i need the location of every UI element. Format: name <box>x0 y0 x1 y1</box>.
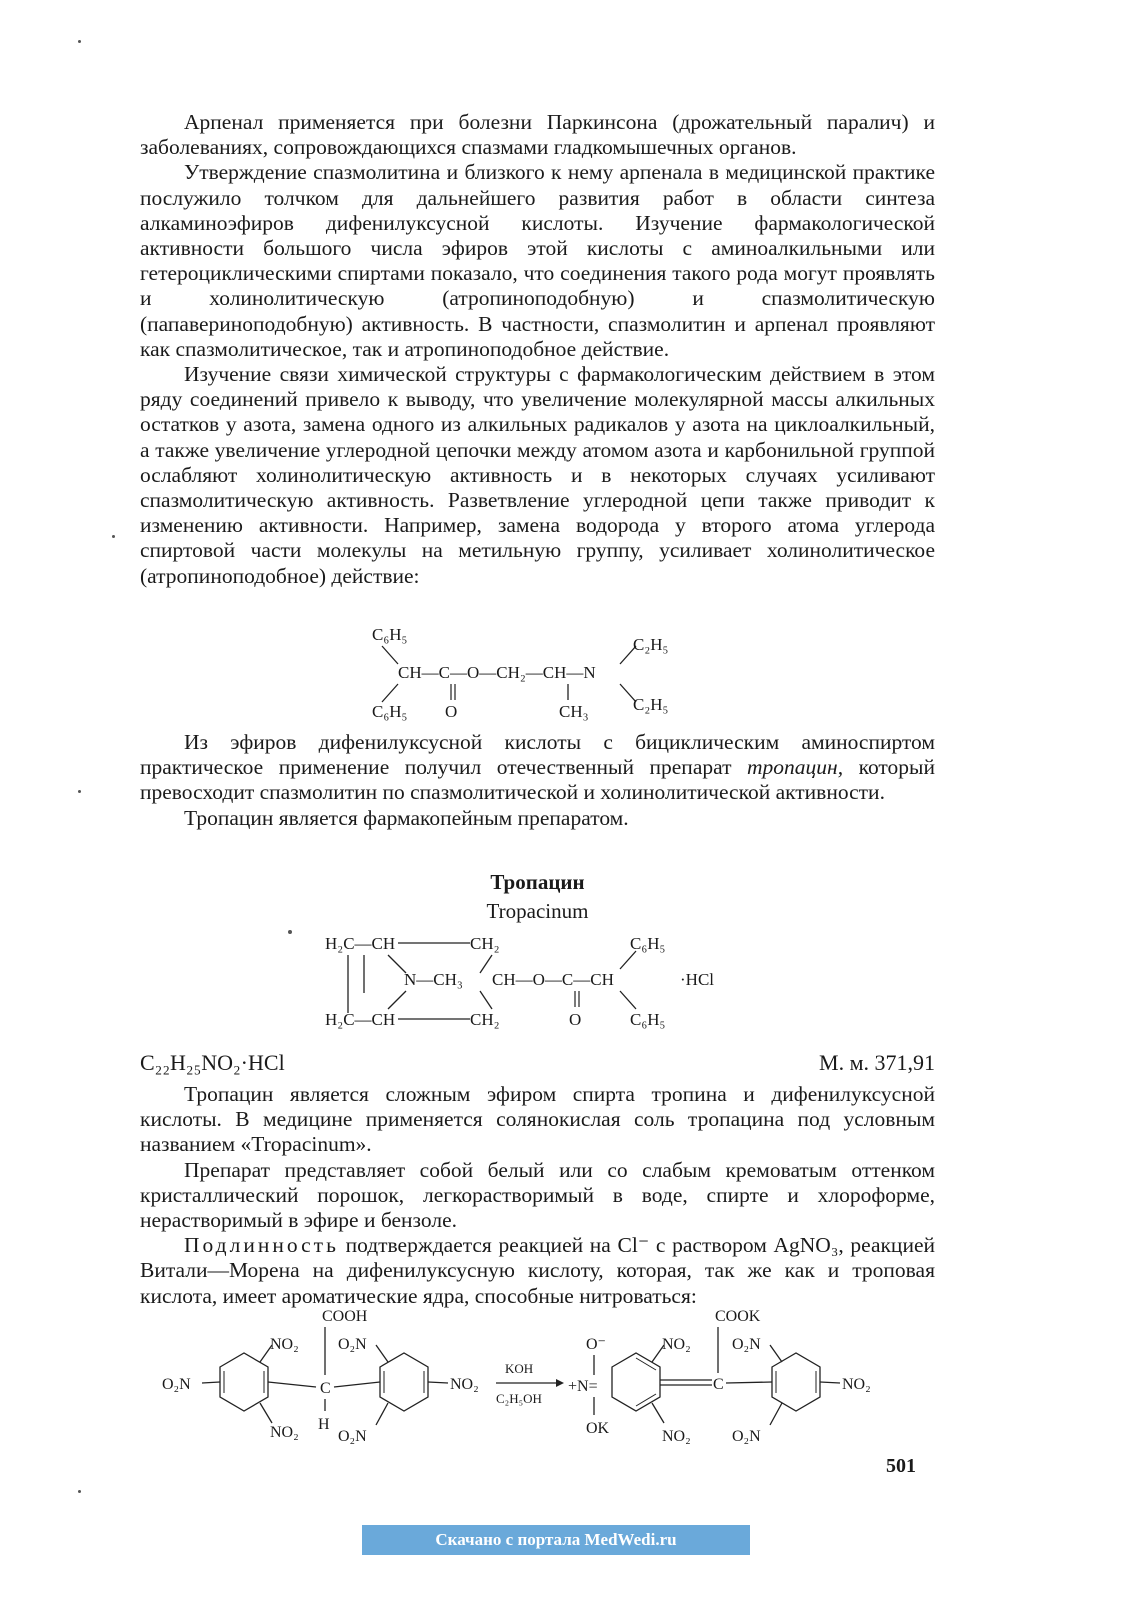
tropacin-text <box>140 730 935 831</box>
formula2-ch-o-c-ch: CH—O—C—CH <box>492 970 614 989</box>
paragraph-properties: Препарат представляет собой белый или со слабым кремоватым оттенком кристаллический порошок, легкорастворимый в воде, спирте и хлороформе, нерастворимый в эфире и бензоле. <box>140 1157 935 1233</box>
reaction-no2-3: NO₂ <box>450 1376 479 1393</box>
reaction-o2n-4: O₂N <box>732 1428 761 1445</box>
scan-speck <box>112 535 115 538</box>
paragraph-arpenal: Арпенал применяется при болезни Паркинсона (дрожательный паралич) и заболеваниях, сопровождающихся спазмами гладкомышечных органов. <box>140 110 935 160</box>
paragraph-spasmolitin: Утверждение спазмолитина и близкого к нему арпенала в медицинской практике послужило толчком для дальнейшего развития работ в области синтеза алкаминоэфиров дифенилуксусной кислоты. Изучение фармакологической активности большого числа эфиров этой кислоты с аминоалкильными или гетероциклическими спиртами показало, что соединения такого рода могут проявлять и холинолитическую (атропиноподобную) и спазмолитическую (папавериноподобную) активность. В частности, спазмолитин и арпенал проявляют как спазмолитическое, так и атропиноподобное действие. <box>140 160 935 361</box>
formula1-c6h5-top: C₆H₅ <box>372 625 408 644</box>
formula1-c2h5-top: C₂H₅ <box>633 635 669 654</box>
formula1-oxygen: O <box>445 702 458 721</box>
scan-speck <box>288 930 292 934</box>
reaction-reagent-koh: KOH <box>505 1361 534 1376</box>
page-number: 501 <box>886 1455 916 1477</box>
formula1-ch3: CH₃ <box>559 702 589 721</box>
reaction-left-c: C <box>320 1380 331 1397</box>
formula2-ch2-bottom: CH₂ <box>470 1010 500 1029</box>
reaction-reagent-ethanol: C₂H₅OH <box>496 1391 542 1406</box>
reaction-no2-1: NO₂ <box>270 1336 299 1353</box>
reaction-o2n-2: O₂N <box>338 1428 367 1445</box>
formula1-c2h5-bottom: C₂H₅ <box>633 695 669 714</box>
reaction-cook: COOK <box>715 1308 761 1325</box>
formula-1 <box>330 620 710 730</box>
formula1-c6h5-bottom: C₆H₅ <box>372 702 408 721</box>
reaction-left-h: H <box>318 1416 330 1433</box>
identity-text: подтверждается реакцией на Cl⁻ с раствором AgNO₃, реакцией Витали—Морена на дифенилуксусную кислоту, которая, так же как и троповая кислота, имеет ароматические ядра, способные нитроваться: <box>140 1233 935 1308</box>
reaction-o2n-3: O₂N <box>732 1336 761 1353</box>
reaction-ok: OK <box>586 1420 610 1437</box>
tropacin-intro-end: который превосходит спазмолитин по спазмолитической и холинолитической активности. <box>140 755 935 805</box>
formula2-c6h5-bottom: C₆H₅ <box>630 1010 666 1029</box>
drug-heading <box>140 870 935 924</box>
paragraph-ester: Тропацин является сложным эфиром спирта тропина и дифенилуксусной кислоты. В медицине применяется солянокислая соль тропацина под условным названием «Tropacinum». <box>140 1082 935 1157</box>
reaction-no2-4: NO₂ <box>662 1336 691 1353</box>
paragraph-identity <box>140 1233 935 1309</box>
reaction-cooh: COOH <box>322 1308 368 1325</box>
intro-text <box>140 110 935 589</box>
paragraph-pharmacopoeia: Тропацин является фармакопейным препаратом. <box>184 805 629 830</box>
download-banner[interactable]: Скачано с портала MedWedi.ru <box>362 1525 750 1555</box>
reaction-no2-2: NO₂ <box>270 1424 299 1441</box>
drug-name-ru: Тропацин <box>490 870 585 894</box>
formula1-chain: CH—C—O—CH₂—CH—N <box>398 663 596 682</box>
formula2-h2c-bottom: H₂C—CH <box>325 1010 396 1029</box>
tropacin-intro-start: Из эфиров дифенилуксусной кислоты с бициклическим аминоспиртом практическое применение получил отечественный препарат <box>140 730 935 780</box>
identity-label: Подлинность <box>184 1233 339 1258</box>
reaction-no2-5: NO₂ <box>662 1428 691 1445</box>
formula-2-tropacin <box>320 925 730 1040</box>
reaction-right-c: C <box>713 1376 724 1393</box>
formula2-h2c-top: H₂C—CH <box>325 934 396 953</box>
reaction-o-minus: O⁻ <box>586 1336 606 1353</box>
paragraph-structure-activity: Изучение связи химической структуры с фармакологическим действием в этом ряду соединений привело к выводу, что увеличение молекулярной массы алкильных остатков у азота, замена одного из алкильных радикалов у азота на циклоалкильный, а также увеличение углеродной цепочки между атомом азота и карбонильной группой ослабляют холинолитическую активность и в некоторых случаях усиливают спазмолитическую активность. Разветвление углеродной цепи также приводит к изменению активности. Например, замена водорода у второго атома углерода спиртовой части молекулы на метильную группу, усиливает холинолитическое (атропиноподобное) действие: <box>140 362 935 588</box>
reaction-n-plus: +N= <box>568 1378 598 1395</box>
reaction-left-o2n: O₂N <box>162 1376 191 1393</box>
formula2-ch2-top: CH₂ <box>470 934 500 953</box>
paragraph-tropacin-intro <box>140 730 935 806</box>
molecular-mass: М. м. 371,91 <box>819 1050 935 1075</box>
tropacin-description <box>140 1082 935 1309</box>
tropacin-intro-italic: тропацин, <box>747 755 844 780</box>
reaction-o2n-1: O₂N <box>338 1336 367 1353</box>
reaction-scheme <box>160 1305 900 1460</box>
formula2-oxygen: O <box>569 1010 582 1029</box>
drug-name-lat: Tropacinum <box>486 899 589 923</box>
scan-speck <box>78 790 81 793</box>
formula2-c6h5-top: C₆H₅ <box>630 934 666 953</box>
scan-speck <box>78 40 81 43</box>
scan-speck <box>78 1490 81 1493</box>
formula2-hcl: ·HCl <box>680 970 714 989</box>
molecular-formula: C₂₂H₂₅NO₂·HCl <box>140 1050 285 1075</box>
formula2-n-ch3: N—CH₃ <box>404 970 463 989</box>
reaction-no2-6: NO₂ <box>842 1376 871 1393</box>
